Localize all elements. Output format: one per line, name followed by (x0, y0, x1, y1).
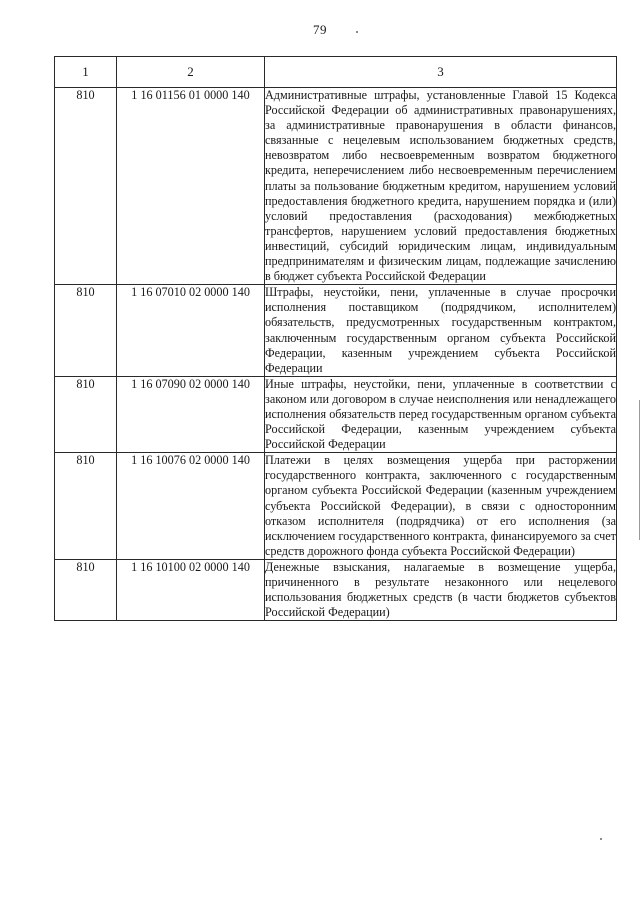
table-row (55, 453, 617, 560)
scan-speck (356, 31, 358, 33)
scan-speck (600, 838, 602, 840)
admin-code-cell: 810 (55, 88, 117, 285)
table-row (55, 559, 617, 620)
revenue-code-cell: 1 16 10076 02 0000 140 (117, 453, 265, 560)
table-row (55, 285, 617, 377)
table-header-row (55, 57, 617, 88)
header-col-1: 1 (55, 57, 117, 88)
revenue-code-cell: 1 16 01156 01 0000 140 (117, 88, 265, 285)
description-cell: Платежи в целях возмещения ущерба при расторжении государственного контракта, заключенного с государственным органом субъекта Российской Федерации (казенным учреждением субъекта Российской Федерации), в связи с односторонним отказом исполнителя (подрядчика) от его исполнения (за исключением государственного контракта, финансируемого за счет средств дорожного фонда субъекта Российской Федерации) (265, 453, 616, 558)
table-row (55, 88, 617, 285)
description-cell: Денежные взыскания, налагаемые в возмещение ущерба, причиненного в результате незаконного или нецелевого использования бюджетных средств (в части бюджетов субъектов Российской Федерации) (265, 559, 616, 620)
header-col-3: 3 (265, 57, 617, 88)
revenue-code-cell: 1 16 07090 02 0000 140 (117, 376, 265, 452)
admin-code-cell: 810 (55, 559, 117, 620)
header-col-2: 2 (117, 57, 265, 88)
page-number: 79 (313, 22, 327, 37)
admin-code-cell: 810 (55, 285, 117, 377)
admin-code-cell: 810 (55, 376, 117, 452)
revenue-code-cell: 1 16 07010 02 0000 140 (117, 285, 265, 377)
table-row (55, 376, 617, 452)
revenue-code-cell: 1 16 10100 02 0000 140 (117, 559, 265, 620)
admin-code-cell: 810 (55, 453, 117, 560)
description-cell: Иные штрафы, неустойки, пени, уплаченные в соответствии с законом или договором в случае неисполнения или ненадлежащего исполнения обязательств перед государственным органом субъекта Российской Федерации, казенным учреждением субъекта Российской Федерации (265, 376, 616, 452)
description-cell: Административные штрафы, установленные Главой 15 Кодекса Российской Федерации об административных правонарушениях, за административные правонарушения в области финансов, связанные с нецелевым использованием бюджетных средств, невозвратом либо несвоевременным возвратом бюджетного кредита, неперечислением либо несвоевременным перечислением платы за пользование бюджетным кредитом, нарушением условий предоставления бюджетного кредита, нарушением порядка и (или) условий предоставления (расходования) межбюджетных трансфертов, нарушением условий предоставления бюджетных инвестиций, субсидий юридическим лицам, индивидуальным предпринимателям и физическим лицам, подлежащие зачислению в бюджет субъекта Российской Федерации (265, 88, 616, 284)
description-cell: Штрафы, неустойки, пени, уплаченные в случае просрочки исполнения поставщиком (подрядчиком, исполнителем) обязательств, предусмотренных государственным контрактом, заключенным государственным органом субъекта Российской Федерации, казенным учреждением субъекта Российской Федерации (265, 285, 616, 375)
budget-codes-table (54, 56, 617, 621)
